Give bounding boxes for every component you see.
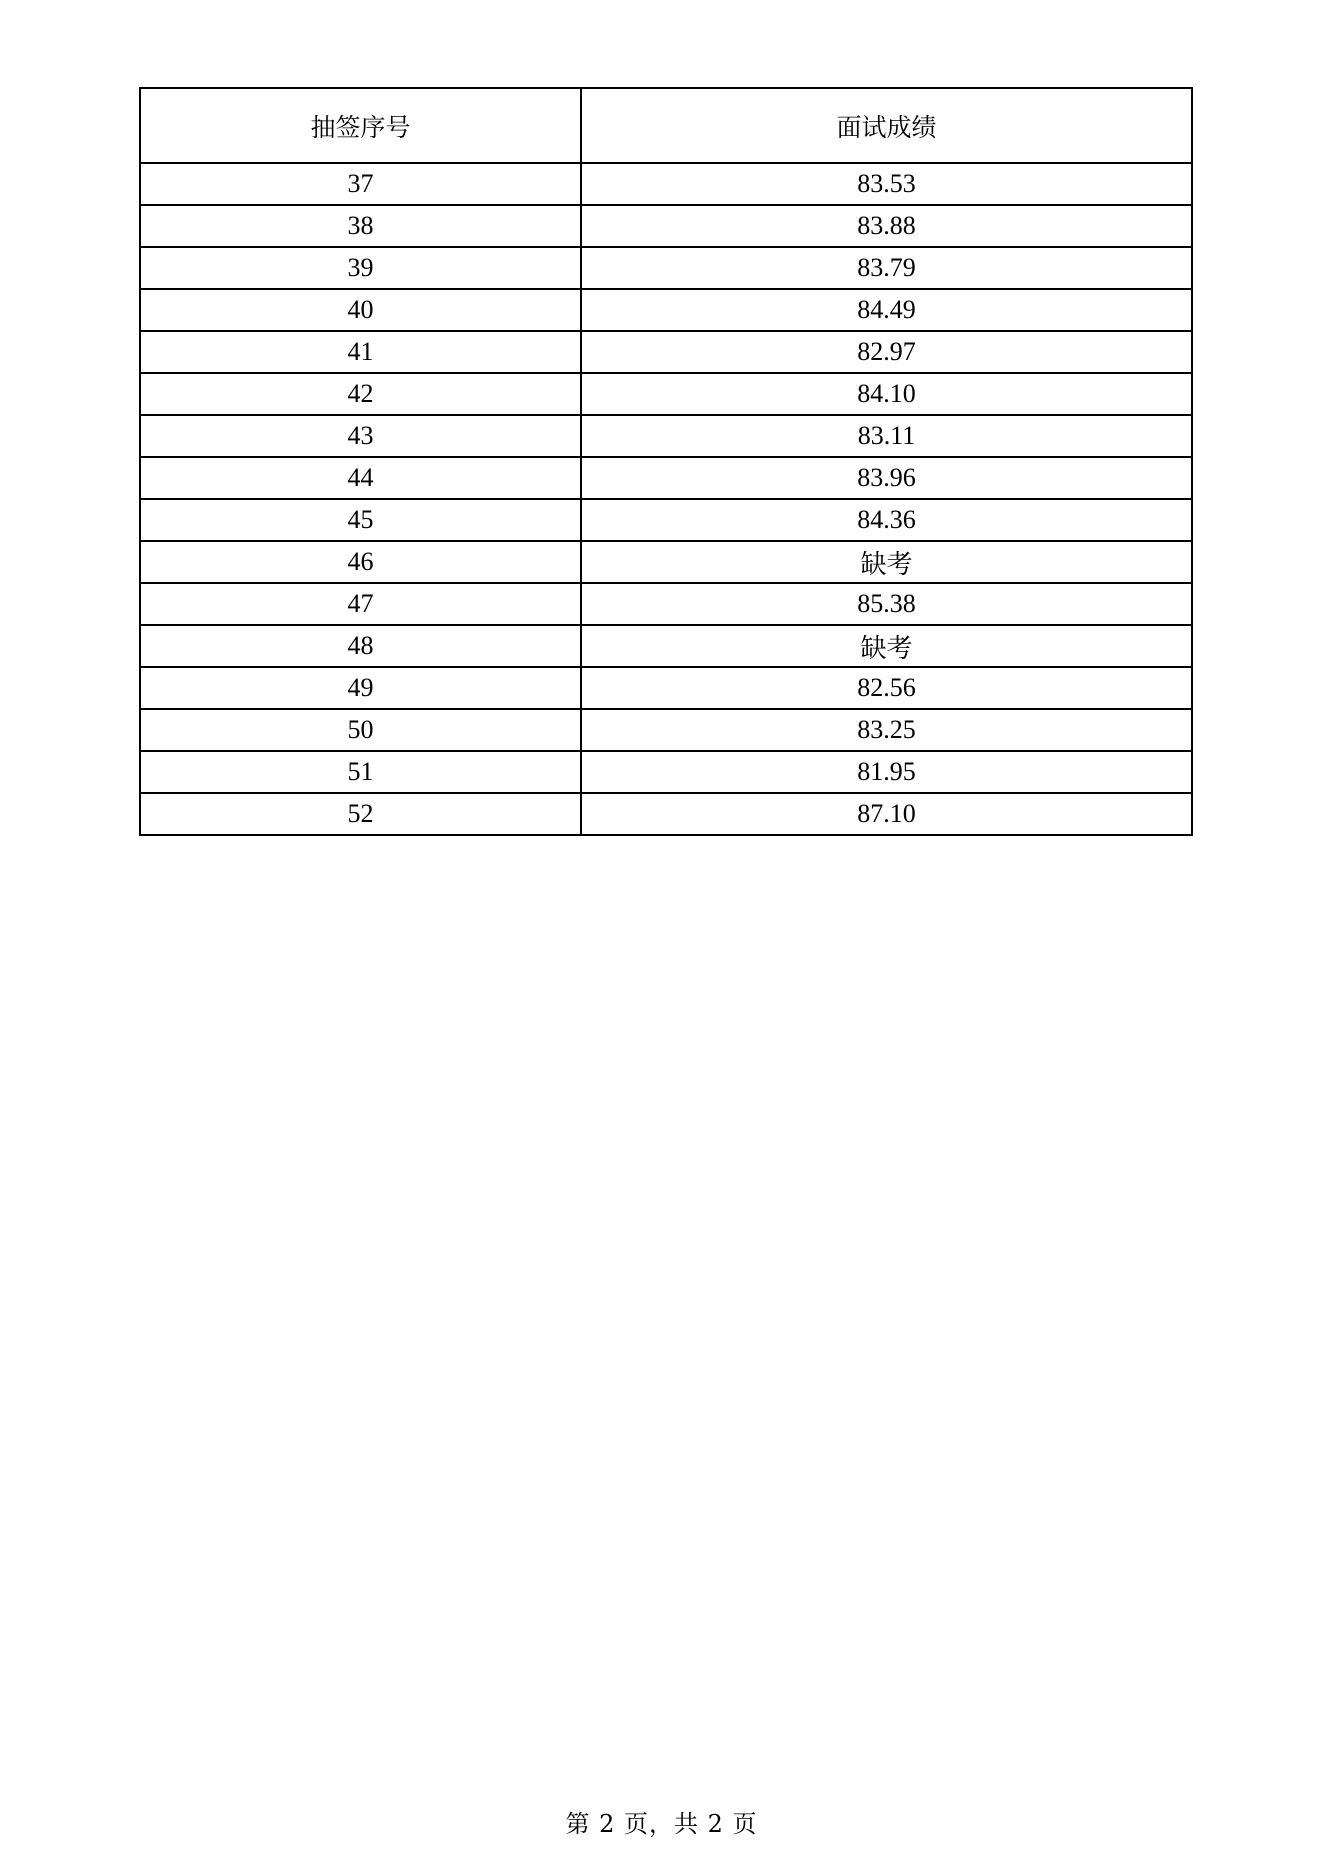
table-row xyxy=(140,499,1192,541)
interview-score-cell: 81.95 xyxy=(581,751,1192,793)
table-row xyxy=(140,415,1192,457)
table-row xyxy=(140,667,1192,709)
table-header xyxy=(140,88,1192,163)
table-row xyxy=(140,373,1192,415)
header-interview-score: 面试成绩 xyxy=(581,88,1192,163)
interview-score-cell: 82.56 xyxy=(581,667,1192,709)
lot-number-cell: 44 xyxy=(140,457,581,499)
lot-number-cell: 51 xyxy=(140,751,581,793)
lot-number-cell: 38 xyxy=(140,205,581,247)
table-body xyxy=(140,163,1192,835)
interview-score-cell: 87.10 xyxy=(581,793,1192,835)
table-row xyxy=(140,289,1192,331)
lot-number-cell: 46 xyxy=(140,541,581,583)
lot-number-cell: 45 xyxy=(140,499,581,541)
lot-number-cell: 41 xyxy=(140,331,581,373)
interview-score-cell: 缺考 xyxy=(581,541,1192,583)
lot-number-cell: 49 xyxy=(140,667,581,709)
page-footer: 第 2 页，共 2 页 xyxy=(565,1810,758,1838)
lot-number-cell: 40 xyxy=(140,289,581,331)
table-row xyxy=(140,625,1192,667)
table-row xyxy=(140,583,1192,625)
lot-number-cell: 48 xyxy=(140,625,581,667)
interview-score-cell: 85.38 xyxy=(581,583,1192,625)
table-row xyxy=(140,457,1192,499)
table-row xyxy=(140,793,1192,835)
table-row xyxy=(140,751,1192,793)
table-row xyxy=(140,163,1192,205)
interview-score-cell: 83.96 xyxy=(581,457,1192,499)
interview-score-cell: 83.11 xyxy=(581,415,1192,457)
lot-number-cell: 39 xyxy=(140,247,581,289)
interview-score-cell: 84.36 xyxy=(581,499,1192,541)
table-row xyxy=(140,709,1192,751)
interview-score-cell: 83.53 xyxy=(581,163,1192,205)
interview-score-cell: 82.97 xyxy=(581,331,1192,373)
interview-score-cell: 84.10 xyxy=(581,373,1192,415)
header-lot-number: 抽签序号 xyxy=(140,88,581,163)
table-row xyxy=(140,205,1192,247)
table-row xyxy=(140,331,1192,373)
lot-number-cell: 50 xyxy=(140,709,581,751)
lot-number-cell: 42 xyxy=(140,373,581,415)
table-row xyxy=(140,541,1192,583)
lot-number-cell: 47 xyxy=(140,583,581,625)
table-row xyxy=(140,247,1192,289)
lot-number-cell: 43 xyxy=(140,415,581,457)
interview-score-cell: 83.25 xyxy=(581,709,1192,751)
interview-score-cell: 83.79 xyxy=(581,247,1192,289)
lot-number-cell: 52 xyxy=(140,793,581,835)
lot-number-cell: 37 xyxy=(140,163,581,205)
interview-score-cell: 84.49 xyxy=(581,289,1192,331)
interview-score-cell: 缺考 xyxy=(581,625,1192,667)
score-table xyxy=(139,87,1193,836)
interview-score-cell: 83.88 xyxy=(581,205,1192,247)
header-row xyxy=(140,88,1192,163)
